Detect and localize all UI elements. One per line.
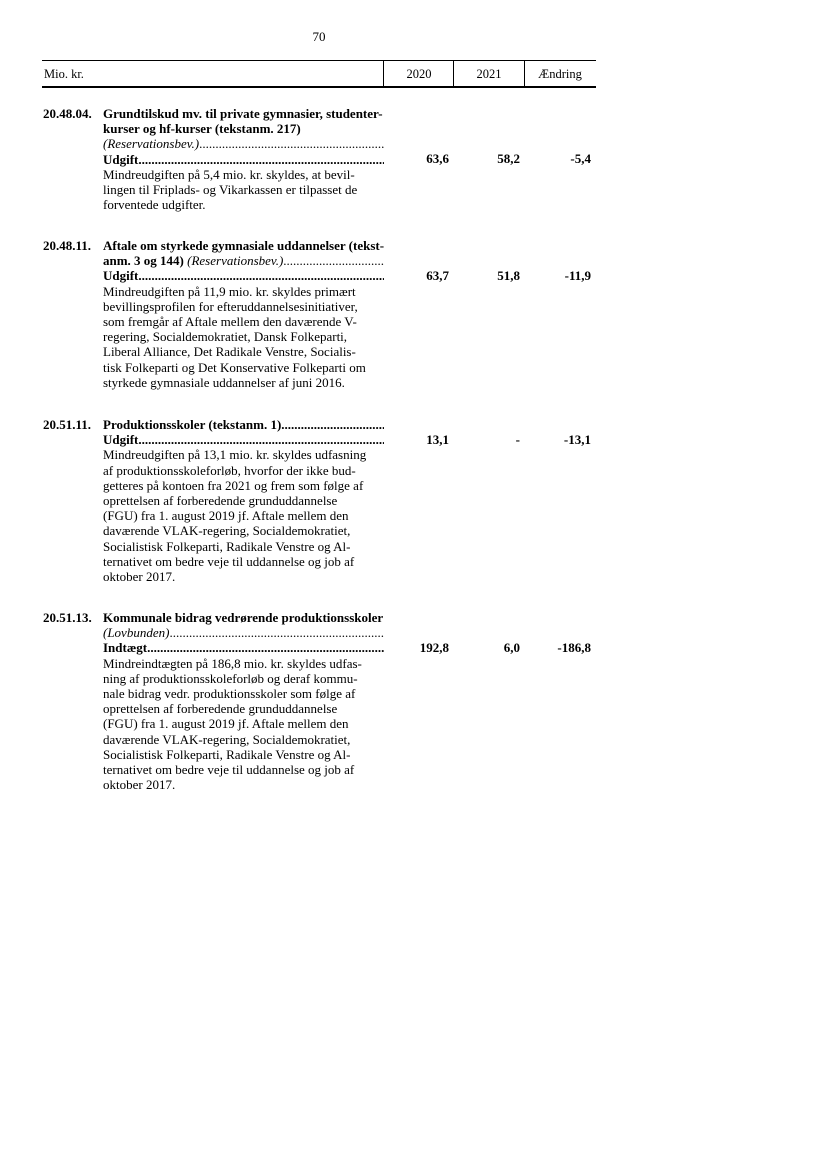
appropriation-type: (Reservationsbev.) xyxy=(187,253,284,269)
explanation-line: ning af produktionsskoleforløb og deraf kommu- xyxy=(103,670,358,686)
explanation-line: oprettelsen af forberedende grunduddannelse xyxy=(103,493,338,509)
explanation-line: Socialistisk Folkeparti, Radikale Venstre og Al- xyxy=(103,538,351,554)
account-code: 20.48.04. xyxy=(43,106,92,121)
explanation-line: getteres på kontoen fra 2021 og frem som følge af xyxy=(103,477,364,493)
explanation-line: daværende VLAK-regering, Socialdemokratiet, xyxy=(103,731,351,747)
value-change: -11,9 xyxy=(564,268,591,283)
appropriation-type: (Lovbunden) xyxy=(103,625,170,641)
explanation-line: ternativet om bedre veje til uddannelse og job af xyxy=(103,762,355,778)
explanation-line: Socialistisk Folkeparti, Radikale Venstre og Al- xyxy=(103,746,351,762)
explanation-line: oprettelsen af forberedende grunduddannelse xyxy=(103,701,338,717)
explanation-line: Mindreudgiften på 5,4 mio. kr. skyldes, at bevil- xyxy=(103,166,355,182)
row-label: Indtægt xyxy=(103,640,148,656)
explanation-line: styrkede gymnasiale uddannelser af juni 2016. xyxy=(103,374,345,390)
value-2021: 51,8 xyxy=(497,268,520,283)
explanation-line: Mindreindtægten på 186,8 mio. kr. skyldes udfas- xyxy=(103,655,362,671)
value-2020: 192,8 xyxy=(419,640,449,655)
explanation-line: ternativet om bedre veje til uddannelse og job af xyxy=(103,553,355,569)
explanation-line: (FGU) fra 1. august 2019 jf. Aftale mellem den xyxy=(103,508,349,524)
entry-title: anm. 3 og 144) xyxy=(103,253,184,269)
account-code: 20.51.13. xyxy=(43,610,92,625)
explanation-line: lingen til Friplads- og Vikarkassen er tilpasset de xyxy=(103,182,358,198)
explanation-line: oktober 2017. xyxy=(103,569,176,585)
explanation-line: Mindreudgiften på 13,1 mio. kr. skyldes udfasning xyxy=(103,447,367,463)
appropriation-type: (Reservationsbev.) xyxy=(103,136,200,152)
entry-title: Kommunale bidrag vedrørende produktionsskoler xyxy=(103,610,384,625)
explanation-line: bevillingsprofilen for efteruddannelsesinitiativer, xyxy=(103,298,358,314)
value-change: -186,8 xyxy=(557,640,591,655)
header-change: Ændring xyxy=(538,67,582,81)
explanation-line: som fremgår af Aftale mellem den daværende V- xyxy=(103,314,357,330)
value-2020: 63,6 xyxy=(426,151,449,166)
entry-title: kurser og hf-kurser (tekstanm. 217) xyxy=(103,121,301,137)
value-2021: 6,0 xyxy=(503,640,520,655)
row-label: Udgift xyxy=(103,151,139,167)
account-code: 20.51.11. xyxy=(43,417,92,432)
explanation-line: regering, Socialdemokratiet, Dansk Folkeparti, xyxy=(103,329,348,345)
entry-title: Aftale om styrkede gymnasiale uddannelser (tekst- xyxy=(103,238,385,253)
row-label: Udgift xyxy=(103,432,139,448)
explanation-line: Mindreudgiften på 11,9 mio. kr. skyldes primært xyxy=(103,283,356,299)
value-change: -13,1 xyxy=(563,432,591,447)
table-header xyxy=(42,60,596,88)
explanation-line: daværende VLAK-regering, Socialdemokratiet, xyxy=(103,523,351,539)
value-2020: 13,1 xyxy=(426,432,449,447)
explanation-line: nale bidrag vedr. produktionsskoler som følge af xyxy=(103,686,356,702)
unit-header: Mio. kr. xyxy=(44,67,84,81)
header-2021: 2021 xyxy=(476,67,502,81)
explanation-line: Liberal Alliance, Det Radikale Venstre, Socialis- xyxy=(103,344,356,360)
entry-title: Grundtilskud mv. til private gymnasier, studenter- xyxy=(103,106,383,121)
explanation-line: af produktionsskoleforløb, hvorfor der ikke bud- xyxy=(103,462,356,478)
explanation-line: tisk Folkeparti og Det Konservative Folkeparti om xyxy=(103,359,366,375)
explanation-line: oktober 2017. xyxy=(103,777,176,793)
header-2020: 2020 xyxy=(406,67,432,81)
value-2021: 58,2 xyxy=(497,151,520,166)
explanation-line: (FGU) fra 1. august 2019 jf. Aftale mellem den xyxy=(103,716,349,732)
value-2021: - xyxy=(515,432,520,447)
value-change: -5,4 xyxy=(570,151,591,166)
row-label: Udgift xyxy=(103,268,139,284)
value-2020: 63,7 xyxy=(426,268,449,283)
entry-title: Produktionsskoler (tekstanm. 1) xyxy=(103,417,282,432)
page-number: 70 xyxy=(312,29,326,44)
explanation-line: forventede udgifter. xyxy=(103,197,206,213)
account-code: 20.48.11. xyxy=(43,238,92,253)
